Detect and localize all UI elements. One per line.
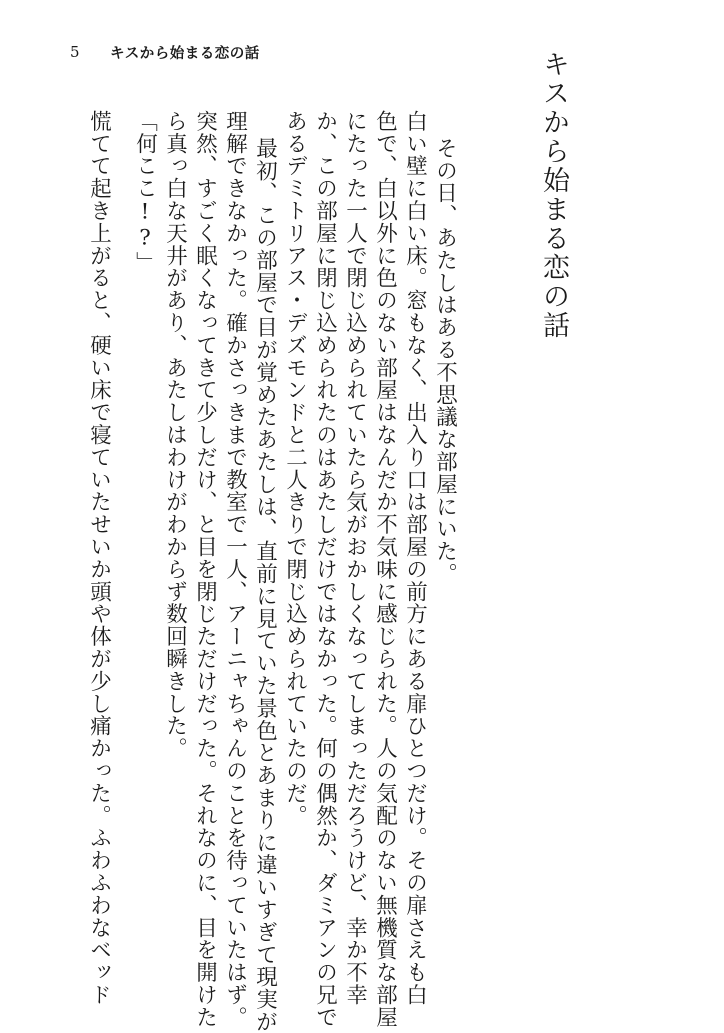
text-column: あるデミトリアス・デズモンドと二人きりで閉じ込められていたのだ。 xyxy=(282,110,308,827)
text-column: 白い壁に白い床。窓もなく、出入り口は部屋の前方にある扉ひとつだけ。その扉さえも白 xyxy=(402,110,428,1006)
page-number: 5 xyxy=(70,43,81,61)
text-column: 突然、すごく眠くなってきて少しだけ、と目を閉じただけだった。それなのに、目を開けた xyxy=(192,110,218,1029)
text-column: その日、あたしはある不思議な部屋にいた。 xyxy=(432,137,458,585)
text-column: にたった一人で閉じ込められていたら気がおかしくなってしまっただろうけど、幸か不幸 xyxy=(342,110,368,1006)
text-column: 最初、この部屋で目が覚めたあたしは、直前に見ていた景色とあまりに違いすぎて現実が xyxy=(252,137,278,1033)
running-head xyxy=(70,40,260,64)
text-column: 慌てて起き上がると、硬い床で寝ていたせいか頭や体が少し痛かった。ふわふわなベッド xyxy=(86,110,112,1006)
text-column: か、この部屋に閉じ込められたのはあたしだけではなかった。何の偶然か、ダミアンの兄で xyxy=(312,110,338,1029)
chapter-title: キスから始まる恋の話 xyxy=(538,50,569,340)
text-column: 理解できなかった。確かさっきまで教室で一人、アーニャちゃんのことを待っていたはず。 xyxy=(222,110,248,1029)
running-head-title: キスから始まる恋の話 xyxy=(110,45,260,62)
text-column: 色で、白以外に色のない部屋はなんだか不気味に感じられた。人の気配のない無機質な部屋 xyxy=(372,110,398,1029)
text-column: 「何ここ!?」 xyxy=(132,110,158,274)
text-column: ら真っ白な天井があり、あたしはわけがわからず数回瞬きした。 xyxy=(162,110,188,760)
